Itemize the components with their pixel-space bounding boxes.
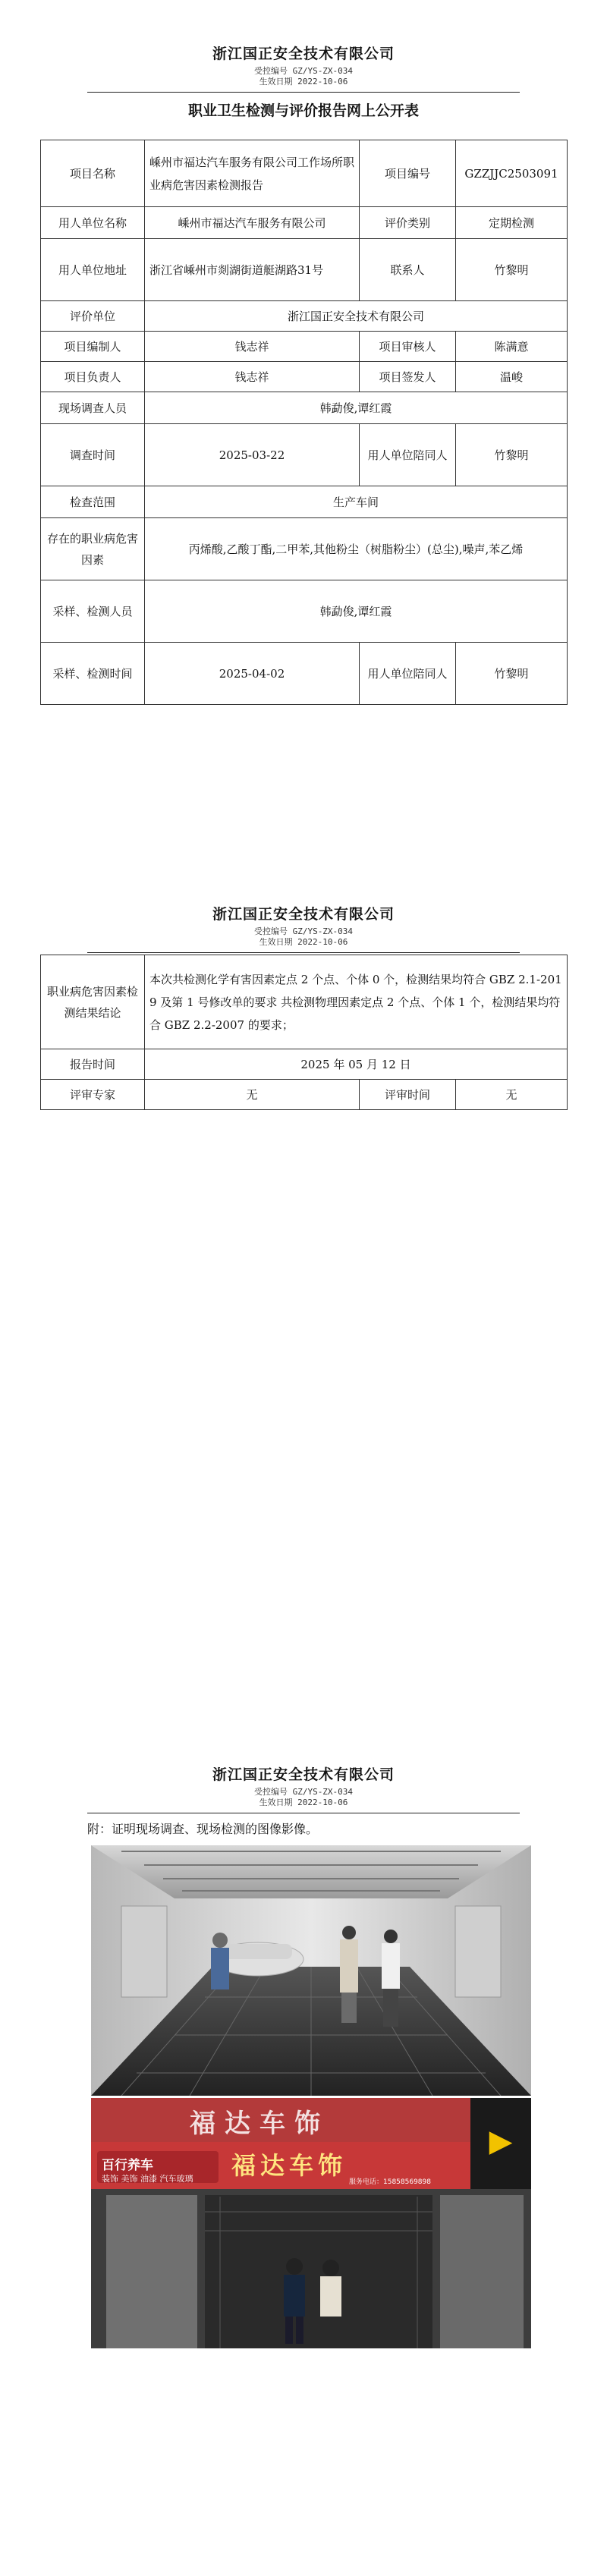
banner-sub: 装饰 美饰 油漆 汽车玻璃 [102, 2174, 193, 2184]
leader: 钱志祥 [145, 362, 360, 392]
eval-org-label: 评价单位 [41, 301, 145, 332]
issuer: 温峻 [456, 362, 568, 392]
employer-address: 浙江省嵊州市剡湖街道艇湖路31号 [145, 239, 360, 301]
address-label: 用人单位地址 [41, 239, 145, 301]
table-row [41, 518, 568, 580]
investigators: 韩勐俊,谭红霞 [145, 392, 568, 424]
investigators-label: 现场调查人员 [41, 392, 145, 424]
table-row [41, 1080, 568, 1110]
project-name: 嵊州市福达汽车服务有限公司工作场所职业病危害因素检测报告 [145, 140, 360, 207]
control-number: 受控编号 GZ/YS-ZX-034 [253, 66, 354, 76]
employer-label: 用人单位名称 [41, 207, 145, 239]
scope-label: 检查范围 [41, 486, 145, 518]
site-photo-booth [91, 1845, 531, 2096]
table-row [41, 424, 568, 486]
table-row [41, 140, 568, 207]
accompany2-person: 竹黎明 [456, 643, 568, 705]
control-number: 受控编号 GZ/YS-ZX-034 [253, 926, 354, 936]
scope: 生产车间 [145, 486, 568, 518]
contact-person: 竹黎明 [456, 239, 568, 301]
survey-time-label: 调查时间 [41, 424, 145, 486]
table-row [41, 239, 568, 301]
reviewer-label: 项目审核人 [360, 332, 456, 362]
issuer-label: 项目签发人 [360, 362, 456, 392]
company-name: 浙江国正安全技术有限公司 [212, 1766, 395, 1783]
samplers-label: 采样、检测人员 [41, 580, 145, 643]
page-header [0, 1763, 607, 1808]
samplers: 韩勐俊,谭红霞 [145, 580, 568, 643]
eval-type-label: 评价类别 [360, 207, 456, 239]
control-number: 受控编号 GZ/YS-ZX-034 [253, 1787, 354, 1797]
table-row [41, 207, 568, 239]
table-row [41, 301, 568, 332]
review-time: 无 [456, 1080, 568, 1110]
hazards: 丙烯酸,乙酸丁酯,二甲苯,其他粉尘（树脂粉尘）(总尘),噪声,苯乙烯 [145, 518, 568, 580]
result-label: 职业病危害因素检测结果结论 [41, 955, 145, 1049]
disclosure-table [40, 140, 568, 705]
table-row [41, 332, 568, 362]
project-no: GZZJJC2503091 [456, 140, 568, 207]
page-header [0, 42, 607, 87]
table-row [41, 643, 568, 705]
form-title: 职业卫生检测与评价报告网上公开表 [187, 102, 419, 119]
report-time: 2025 年 05 月 12 日 [145, 1049, 568, 1080]
contact-label: 联系人 [360, 239, 456, 301]
table-row [41, 362, 568, 392]
eval-type: 定期检测 [456, 207, 568, 239]
appendix-note: 附：证明现场调查、现场检测的图像影像。 [87, 1822, 319, 1836]
compiler: 钱志祥 [145, 332, 360, 362]
company-name: 浙江国正安全技术有限公司 [212, 906, 395, 923]
sample-time-label: 采样、检测时间 [41, 643, 145, 705]
company-name: 浙江国正安全技术有限公司 [212, 46, 395, 62]
accompany2-label: 用人单位陪同人 [360, 643, 456, 705]
compiler-label: 项目编制人 [41, 332, 145, 362]
result-conclusion: 本次共检测化学有害因素定点 2 个点、个体 0 个，检测结果均符合 GBZ 2.1-2019 及第 1 号修改单的要求 共检测物理因素定点 2 个点、个体 1 个，检测结果均符合 GBZ 2.2-2007 的要求； [145, 955, 568, 1049]
hazards-label: 存在的职业病危害因素 [41, 518, 145, 580]
report-time-label: 报告时间 [41, 1049, 145, 1080]
eval-org: 浙江国正安全技术有限公司 [145, 301, 568, 332]
review-time-label: 评审时间 [360, 1080, 456, 1110]
banner-left: 百行养车 [102, 2158, 153, 2173]
accompany-person: 竹黎明 [456, 424, 568, 486]
reviewer: 陈满意 [456, 332, 568, 362]
shop-sign-top: 福达车饰 [190, 2109, 329, 2139]
banner-phone: 服务电话：15858569898 [349, 2178, 431, 2186]
expert: 无 [145, 1080, 360, 1110]
result-table [40, 955, 568, 1110]
expert-label: 评审专家 [41, 1080, 145, 1110]
table-row [41, 1049, 568, 1080]
table-row [41, 580, 568, 643]
survey-time: 2025-03-22 [145, 424, 360, 486]
project-no-label: 项目编号 [360, 140, 456, 207]
header-divider [87, 92, 520, 93]
project-name-label: 项目名称 [41, 140, 145, 207]
employer-name: 嵊州市福达汽车服务有限公司 [145, 207, 360, 239]
header-divider [87, 952, 520, 953]
sample-time: 2025-04-02 [145, 643, 360, 705]
page-header [0, 903, 607, 948]
table-row [41, 955, 568, 1049]
accompany-label: 用人单位陪同人 [360, 424, 456, 486]
effective-date: 生效日期 2022-10-06 [259, 937, 348, 947]
leader-label: 项目负责人 [41, 362, 145, 392]
table-row [41, 486, 568, 518]
shop-sign: 福达车饰 [231, 2151, 348, 2180]
spray-booth-image [91, 1845, 531, 2096]
effective-date: 生效日期 2022-10-06 [259, 77, 348, 86]
site-photo-storefront [91, 2098, 531, 2348]
table-row [41, 392, 568, 424]
effective-date: 生效日期 2022-10-06 [259, 1798, 348, 1807]
svg-text:▶: ▶ [489, 2124, 513, 2159]
